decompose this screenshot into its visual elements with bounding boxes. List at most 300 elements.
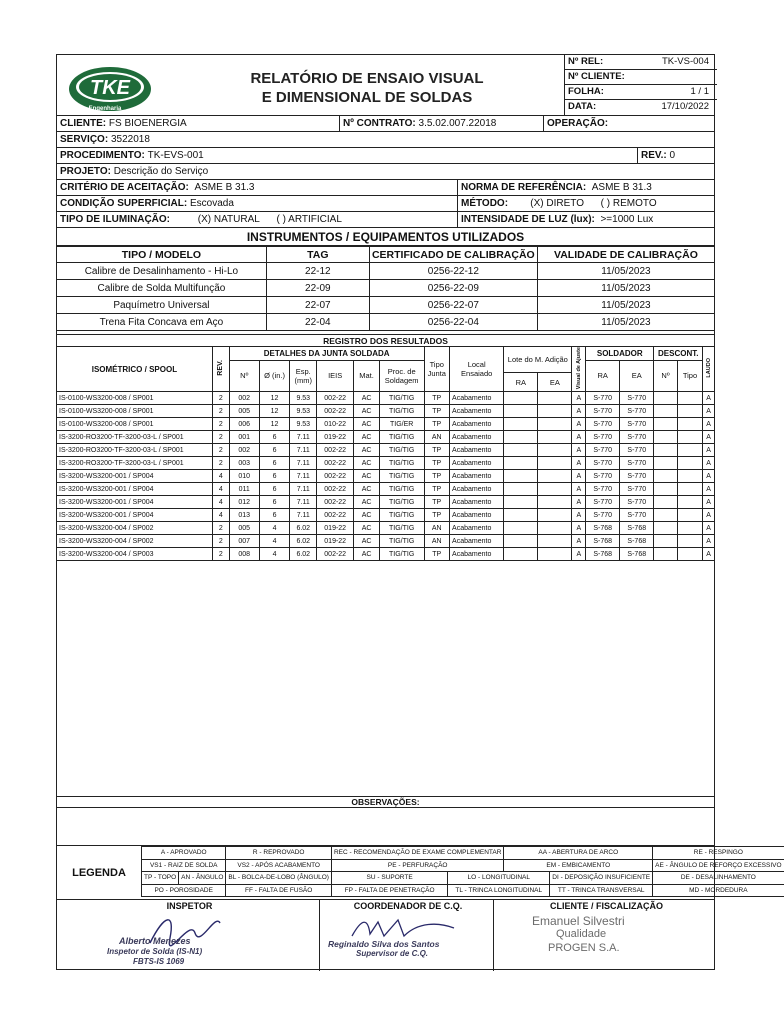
- results-cell: 002-22: [317, 548, 354, 561]
- results-cell: S-770: [586, 457, 620, 470]
- intensidade-value: >=1000 Lux: [600, 214, 654, 225]
- results-cell: A: [703, 548, 714, 561]
- results-cell: IS-3200-WS3200-001 / SP004: [57, 483, 212, 496]
- results-cell: A: [572, 431, 586, 444]
- results-cell: 002: [229, 392, 259, 405]
- meta-row-folha: FOLHA: 1 / 1: [565, 85, 717, 100]
- results-cell: AC: [354, 509, 380, 522]
- results-cell: [504, 535, 538, 548]
- results-cell: A: [572, 496, 586, 509]
- results-cell: [654, 418, 677, 431]
- results-cell: 6: [259, 444, 290, 457]
- results-cell: IS-3200-RO3200-TF-3200-03-L / SP001: [57, 444, 212, 457]
- results-cell: A: [572, 405, 586, 418]
- instrument-row: Trena Fita Concava em Aço 22-04 0256-22-04 11/05/2023: [57, 314, 714, 331]
- legend-block: [57, 846, 782, 900]
- results-cell: A: [703, 457, 714, 470]
- results-cell: Acabamento: [450, 496, 504, 509]
- title-line-1: RELATÓRIO DE ENSAIO VISUAL: [250, 70, 484, 87]
- results-cell: 12: [259, 418, 290, 431]
- results-cell: S-770: [620, 392, 654, 405]
- table-row: [57, 405, 714, 418]
- results-cell: 9.53: [290, 405, 317, 418]
- results-cell: TIG/TIG: [379, 548, 424, 561]
- results-cell: [654, 405, 677, 418]
- results-cell: [654, 535, 677, 548]
- results-cell: S-770: [620, 457, 654, 470]
- report-title: [177, 69, 557, 107]
- results-cell: [654, 431, 677, 444]
- results-cell: 010-22: [317, 418, 354, 431]
- results-cell: S-768: [586, 535, 620, 548]
- results-title-row: REGISTRO DOS RESULTADOS: [57, 335, 714, 347]
- results-cell: [538, 392, 572, 405]
- results-cell: [677, 457, 703, 470]
- table-row: [57, 444, 714, 457]
- results-cell: IS-3200-WS3200-001 / SP004: [57, 470, 212, 483]
- cliente-value: FS BIOENERGIA: [108, 118, 187, 129]
- results-cell: A: [703, 522, 714, 535]
- results-cell: AC: [354, 470, 380, 483]
- logo-text: TKE: [90, 77, 130, 99]
- results-cell: [538, 418, 572, 431]
- results-cell: A: [572, 470, 586, 483]
- results-cell: A: [703, 392, 714, 405]
- signatures-block: [57, 900, 714, 971]
- results-cell: S-770: [586, 496, 620, 509]
- results-cell: A: [703, 483, 714, 496]
- results-cell: TIG/TIG: [379, 522, 424, 535]
- table-row: [57, 548, 714, 561]
- results-cell: S-770: [586, 483, 620, 496]
- row-procedimento: PROCEDIMENTO: TK-EVS-001 REV.: 0: [57, 148, 714, 164]
- procedimento-value: TK-EVS-001: [147, 150, 204, 161]
- results-cell: 7.11: [290, 444, 317, 457]
- results-cell: IS-3200-RO3200-TF-3200-03-L / SP001: [57, 431, 212, 444]
- results-cell: 2: [212, 392, 229, 405]
- results-cell: S-770: [620, 418, 654, 431]
- results-cell: 6.02: [290, 548, 317, 561]
- results-cell: 019-22: [317, 535, 354, 548]
- results-cell: 4: [259, 535, 290, 548]
- results-cell: [538, 548, 572, 561]
- results-cell: AC: [354, 418, 380, 431]
- instruments-header: TIPO / MODELO TAG CERTIFICADO DE CALIBRAÇÃO VALIDADE DE CALIBRAÇÃO: [57, 247, 714, 263]
- report-meta-box: [564, 55, 717, 115]
- results-cell: S-770: [620, 444, 654, 457]
- results-cell: TP: [424, 418, 450, 431]
- results-cell: A: [572, 457, 586, 470]
- results-cell: TIG/TIG: [379, 444, 424, 457]
- results-cell: 7.11: [290, 457, 317, 470]
- signature-coordenador: COORDENADOR DE C.Q. Reginaldo Silva dos Santos Supervisor de C.Q.: [319, 900, 493, 971]
- results-cell: A: [572, 548, 586, 561]
- results-cell: AC: [354, 431, 380, 444]
- metodo-direto: (X) DIRETO: [530, 198, 584, 209]
- results-cell: TP: [424, 405, 450, 418]
- results-cell: [504, 470, 538, 483]
- results-cell: Acabamento: [450, 522, 504, 535]
- row-criterio: CRITÉRIO DE ACEITAÇÃO: ASME B 31.3 NORMA DE REFERÊNCIA: ASME B 31.3: [57, 180, 714, 196]
- results-cell: A: [703, 470, 714, 483]
- contrato-value: 3.5.02.007.22018: [418, 118, 497, 129]
- results-cell: TIG/TIG: [379, 392, 424, 405]
- criterio-value: ASME B 31.3: [194, 182, 255, 193]
- results-cell: S-770: [620, 431, 654, 444]
- results-cell: [504, 405, 538, 418]
- results-cell: 6: [259, 470, 290, 483]
- table-row: [57, 470, 714, 483]
- results-cell: [504, 496, 538, 509]
- row-cliente: CLIENTE: FS BIOENERGIA Nº CONTRATO: 3.5.02.007.22018 OPERAÇÃO:: [57, 116, 714, 132]
- results-cell: [677, 444, 703, 457]
- results-cell: A: [572, 522, 586, 535]
- results-cell: [677, 548, 703, 561]
- results-cell: [538, 444, 572, 457]
- results-cell: [677, 496, 703, 509]
- results-cell: TIG/TIG: [379, 470, 424, 483]
- results-cell: TP: [424, 457, 450, 470]
- results-cell: 2: [212, 535, 229, 548]
- results-cell: TIG/TIG: [379, 405, 424, 418]
- results-cell: A: [572, 535, 586, 548]
- results-cell: [504, 522, 538, 535]
- results-cell: 010: [229, 470, 259, 483]
- logo-subtext: Engenharia: [88, 106, 122, 112]
- results-cell: IS-3200-WS3200-001 / SP004: [57, 496, 212, 509]
- results-cell: A: [572, 444, 586, 457]
- results-cell: 4: [212, 496, 229, 509]
- results-cell: TP: [424, 548, 450, 561]
- results-cell: TIG/TIG: [379, 535, 424, 548]
- results-cell: [504, 418, 538, 431]
- results-cell: TP: [424, 470, 450, 483]
- instruments-table: [57, 246, 714, 331]
- results-cell: AC: [354, 548, 380, 561]
- results-cell: Acabamento: [450, 444, 504, 457]
- results-cell: IS-3200-WS3200-004 / SP002: [57, 522, 212, 535]
- table-row: [57, 496, 714, 509]
- instrument-row: Paquímetro Universal 22-07 0256-22-07 11/05/2023: [57, 297, 714, 314]
- empty-row: [57, 573, 714, 585]
- row-projeto: PROJETO: Descrição do Serviço: [57, 164, 714, 180]
- results-cell: [677, 470, 703, 483]
- results-cell: S-770: [586, 405, 620, 418]
- results-cell: [538, 470, 572, 483]
- coord-signature-scribble: [348, 914, 458, 942]
- table-row: [57, 509, 714, 522]
- results-cell: [654, 392, 677, 405]
- results-cell: A: [572, 418, 586, 431]
- results-cell: AN: [424, 431, 450, 444]
- title-line-2: E DIMENSIONAL DE SOLDAS: [261, 89, 473, 106]
- results-cell: 012: [229, 496, 259, 509]
- results-cell: S-770: [586, 470, 620, 483]
- results-cell: Acabamento: [450, 509, 504, 522]
- results-cell: TIG/TIG: [379, 483, 424, 496]
- results-cell: 2: [212, 444, 229, 457]
- results-cell: Acabamento: [450, 431, 504, 444]
- meta-row-data: DATA: 17/10/2022: [568, 101, 709, 112]
- results-cell: 6: [259, 496, 290, 509]
- row-servico: SERVIÇO: 3522018: [57, 132, 714, 148]
- instrument-row: Calibre de Solda Multifunção 22-09 0256-22-09 11/05/2023: [57, 280, 714, 297]
- results-cell: [654, 509, 677, 522]
- results-cell: A: [703, 405, 714, 418]
- results-cell: IS-0100-WS3200-008 / SP001: [57, 392, 212, 405]
- results-cell: 6: [259, 457, 290, 470]
- signature-inspetor: INSPETOR Alberto Menezes Inspetor de Solda (IS-N1) FBTS-IS 1069: [57, 900, 319, 971]
- results-cell: 002-22: [317, 509, 354, 522]
- results-cell: [677, 535, 703, 548]
- results-cell: [654, 548, 677, 561]
- results-cell: S-770: [620, 509, 654, 522]
- results-cell: S-770: [620, 470, 654, 483]
- results-cell: A: [572, 483, 586, 496]
- results-cell: 002-22: [317, 496, 354, 509]
- results-cell: [538, 496, 572, 509]
- results-cell: TP: [424, 496, 450, 509]
- ilum-natural: (X) NATURAL: [197, 214, 260, 225]
- results-cell: [677, 483, 703, 496]
- results-cell: IS-3200-RO3200-TF-3200-03-L / SP001: [57, 457, 212, 470]
- results-cell: 003: [229, 457, 259, 470]
- results-cell: S-768: [586, 522, 620, 535]
- results-cell: Acabamento: [450, 548, 504, 561]
- results-cell: 6: [259, 509, 290, 522]
- results-cell: [654, 496, 677, 509]
- results-cell: 008: [229, 548, 259, 561]
- results-cell: S-770: [620, 483, 654, 496]
- results-cell: AC: [354, 483, 380, 496]
- results-cell: [538, 431, 572, 444]
- results-cell: Acabamento: [450, 457, 504, 470]
- results-cell: [538, 457, 572, 470]
- results-cell: 019-22: [317, 522, 354, 535]
- meta-row-rel: Nº REL: TK-VS-004: [565, 55, 717, 70]
- results-cell: Acabamento: [450, 470, 504, 483]
- results-cell: 002: [229, 444, 259, 457]
- results-cell: IS-3200-WS3200-001 / SP004: [57, 509, 212, 522]
- results-cell: IS-0100-WS3200-008 / SP001: [57, 405, 212, 418]
- results-cell: [677, 509, 703, 522]
- results-cell: S-770: [620, 405, 654, 418]
- results-cell: A: [703, 496, 714, 509]
- results-cell: TP: [424, 509, 450, 522]
- results-cell: S-768: [620, 548, 654, 561]
- results-cell: 7.11: [290, 509, 317, 522]
- results-cell: IS-3200-WS3200-004 / SP003: [57, 548, 212, 561]
- results-cell: 7.11: [290, 470, 317, 483]
- results-cell: 4: [212, 509, 229, 522]
- results-cell: 6.02: [290, 522, 317, 535]
- results-cell: A: [703, 431, 714, 444]
- results-cell: 002-22: [317, 405, 354, 418]
- legend-label: LEGENDA: [72, 866, 126, 879]
- results-header-row-2: Nº Ø (in.) Esp. (mm) IEIS Mat. Proc. de Soldagem RA EA Nº Tipo: [57, 360, 714, 373]
- results-cell: TP: [424, 392, 450, 405]
- legend-table: A - APROVADO R - REPROVADO REC - RECOMENDAÇÃO DE EXAME COMPLEMENTAR AA - ABERTURA DE ARCO RE - RESPINGO VS1 - RAIZ DE SOLDA VS2 - APÓS ACABAMENTO PE - PERFURAÇÃO EM - EMBICAMENTO AE - ÂNGULO DE REFORÇO EXCESSIVO TP - TOPO AN - ÂNGULO BL - BOLCA-DE-LOBO (ÂNGULO) SU - SUPORTE LO - LONGITUDINAL DI - DEPOSIÇÃO INSUFICIENTE DE - DESALINHAMENTO PO - POROSIDADE FF - FALTA DE FUSÃO FP - FALTA DE PENETRAÇÃO TL - TRINCA LONGITUDINAL TT - TRINCA TRANSVERSAL MD - MORDEDURA: [141, 846, 784, 897]
- results-cell: [538, 509, 572, 522]
- results-cell: [504, 483, 538, 496]
- results-cell: 002-22: [317, 470, 354, 483]
- results-cell: 001: [229, 431, 259, 444]
- results-cell: 4: [212, 470, 229, 483]
- results-cell: A: [703, 509, 714, 522]
- results-body: [57, 392, 714, 586]
- results-cell: Acabamento: [450, 483, 504, 496]
- report-header: [57, 55, 714, 116]
- results-cell: S-768: [620, 535, 654, 548]
- results-cell: 12: [259, 405, 290, 418]
- results-cell: IS-0100-WS3200-008 / SP001: [57, 418, 212, 431]
- results-cell: AC: [354, 457, 380, 470]
- results-cell: [504, 457, 538, 470]
- results-cell: [677, 522, 703, 535]
- results-cell: 9.53: [290, 418, 317, 431]
- results-cell: Acabamento: [450, 418, 504, 431]
- results-cell: A: [703, 535, 714, 548]
- results-cell: 7.11: [290, 483, 317, 496]
- results-cell: [538, 535, 572, 548]
- results-cell: 12: [259, 392, 290, 405]
- results-cell: 002-22: [317, 444, 354, 457]
- cliente-stamp-role: Qualidade: [556, 928, 607, 940]
- results-cell: TIG/TIG: [379, 457, 424, 470]
- results-cell: 4: [259, 522, 290, 535]
- results-cell: 7.11: [290, 496, 317, 509]
- results-cell: Acabamento: [450, 392, 504, 405]
- results-cell: [504, 431, 538, 444]
- results-cell: AN: [424, 522, 450, 535]
- results-cell: [677, 392, 703, 405]
- results-cell: 006: [229, 418, 259, 431]
- results-cell: 6.02: [290, 535, 317, 548]
- results-cell: [504, 392, 538, 405]
- results-cell: 2: [212, 418, 229, 431]
- results-cell: A: [572, 392, 586, 405]
- results-cell: 7.11: [290, 431, 317, 444]
- results-cell: 007: [229, 535, 259, 548]
- cliente-stamp-company: PROGEN S.A.: [548, 942, 620, 954]
- condicao-value: Escovada: [190, 198, 234, 209]
- company-logo: [67, 63, 153, 115]
- results-cell: 6: [259, 431, 290, 444]
- results-cell: [538, 483, 572, 496]
- rev-value: 0: [669, 150, 676, 161]
- observacoes-area: [57, 808, 714, 846]
- results-header-row-3: RA EA: [57, 373, 714, 392]
- results-cell: [677, 405, 703, 418]
- results-cell: [504, 444, 538, 457]
- empty-row: [57, 561, 714, 574]
- results-cell: A: [703, 444, 714, 457]
- results-cell: [677, 431, 703, 444]
- results-table: [57, 334, 714, 585]
- results-cell: TP: [424, 444, 450, 457]
- results-cell: 005: [229, 522, 259, 535]
- results-cell: [538, 522, 572, 535]
- results-cell: Acabamento: [450, 405, 504, 418]
- results-cell: S-768: [586, 548, 620, 561]
- results-cell: [654, 522, 677, 535]
- results-cell: 019-22: [317, 431, 354, 444]
- results-cell: S-770: [586, 509, 620, 522]
- results-cell: AC: [354, 405, 380, 418]
- signature-cliente: CLIENTE / FISCALIZAÇÃO Emanuel Silvestri Qualidade PROGEN S.A.: [493, 900, 716, 971]
- metodo-remoto: ( ) REMOTO: [600, 198, 657, 209]
- results-cell: Acabamento: [450, 535, 504, 548]
- results-cell: [654, 470, 677, 483]
- row-iluminacao: TIPO DE ILUMINAÇÃO: (X) NATURAL ( ) ARTIFICIAL INTENSIDADE DE LUZ (lux): >=1000 Lux: [57, 212, 714, 228]
- results-cell: S-770: [586, 418, 620, 431]
- results-cell: TIG/TIG: [379, 509, 424, 522]
- results-cell: TIG/ER: [379, 418, 424, 431]
- results-cell: S-770: [586, 444, 620, 457]
- results-cell: 005: [229, 405, 259, 418]
- results-cell: AC: [354, 535, 380, 548]
- results-cell: S-768: [620, 522, 654, 535]
- report-sheet: [56, 54, 782, 970]
- results-cell: AC: [354, 392, 380, 405]
- results-cell: A: [572, 509, 586, 522]
- results-cell: 2: [212, 522, 229, 535]
- results-cell: [677, 418, 703, 431]
- results-cell: 002-22: [317, 483, 354, 496]
- servico-value: 3522018: [110, 134, 150, 145]
- results-cell: IS-3200-WS3200-004 / SP002: [57, 535, 212, 548]
- cliente-stamp-name: Emanuel Silvestri: [532, 914, 625, 928]
- results-cell: 2: [212, 431, 229, 444]
- results-cell: [538, 405, 572, 418]
- results-cell: AC: [354, 496, 380, 509]
- table-row: [57, 431, 714, 444]
- instrument-row: Calibre de Desalinhamento - Hi-Lo 22-12 0256-22-12 11/05/2023: [57, 263, 714, 280]
- results-header-row-1: ISOMÉTRICO / SPOOL REV. DETALHES DA JUNTA SOLDADA Tipo Junta Local Ensaiado Lote do M. Adição Visual de Ajuste SOLDADOR DESCONT. LAUDO: [57, 347, 714, 361]
- results-cell: S-770: [620, 496, 654, 509]
- results-cell: TIG/TIG: [379, 431, 424, 444]
- results-cell: [654, 457, 677, 470]
- observacoes-header: OBSERVAÇÕES:: [57, 796, 714, 808]
- table-row: [57, 535, 714, 548]
- table-row: [57, 457, 714, 470]
- results-cell: 002-22: [317, 457, 354, 470]
- results-cell: 011: [229, 483, 259, 496]
- results-cell: 002-22: [317, 392, 354, 405]
- results-cell: 4: [259, 548, 290, 561]
- norma-value: ASME B 31.3: [591, 182, 652, 193]
- results-cell: [504, 509, 538, 522]
- projeto-value: Descrição do Serviço: [113, 166, 209, 177]
- results-cell: [654, 444, 677, 457]
- instruments-section-title: INSTRUMENTOS / EQUIPAMENTOS UTILIZADOS: [57, 228, 714, 246]
- results-cell: A: [703, 418, 714, 431]
- results-cell: S-770: [586, 431, 620, 444]
- table-row: [57, 522, 714, 535]
- results-cell: 2: [212, 548, 229, 561]
- results-cell: TIG/TIG: [379, 496, 424, 509]
- results-cell: 6: [259, 483, 290, 496]
- results-cell: AC: [354, 444, 380, 457]
- results-cell: 2: [212, 405, 229, 418]
- results-cell: S-770: [586, 392, 620, 405]
- results-cell: 9.53: [290, 392, 317, 405]
- results-cell: TP: [424, 483, 450, 496]
- meta-row-cliente: Nº CLIENTE:: [565, 70, 717, 85]
- results-cell: AC: [354, 522, 380, 535]
- row-condicao: CONDIÇÃO SUPERFICIAL: Escovada MÉTODO: (X) DIRETO ( ) REMOTO: [57, 196, 714, 212]
- ilum-artificial: ( ) ARTIFICIAL: [276, 214, 342, 225]
